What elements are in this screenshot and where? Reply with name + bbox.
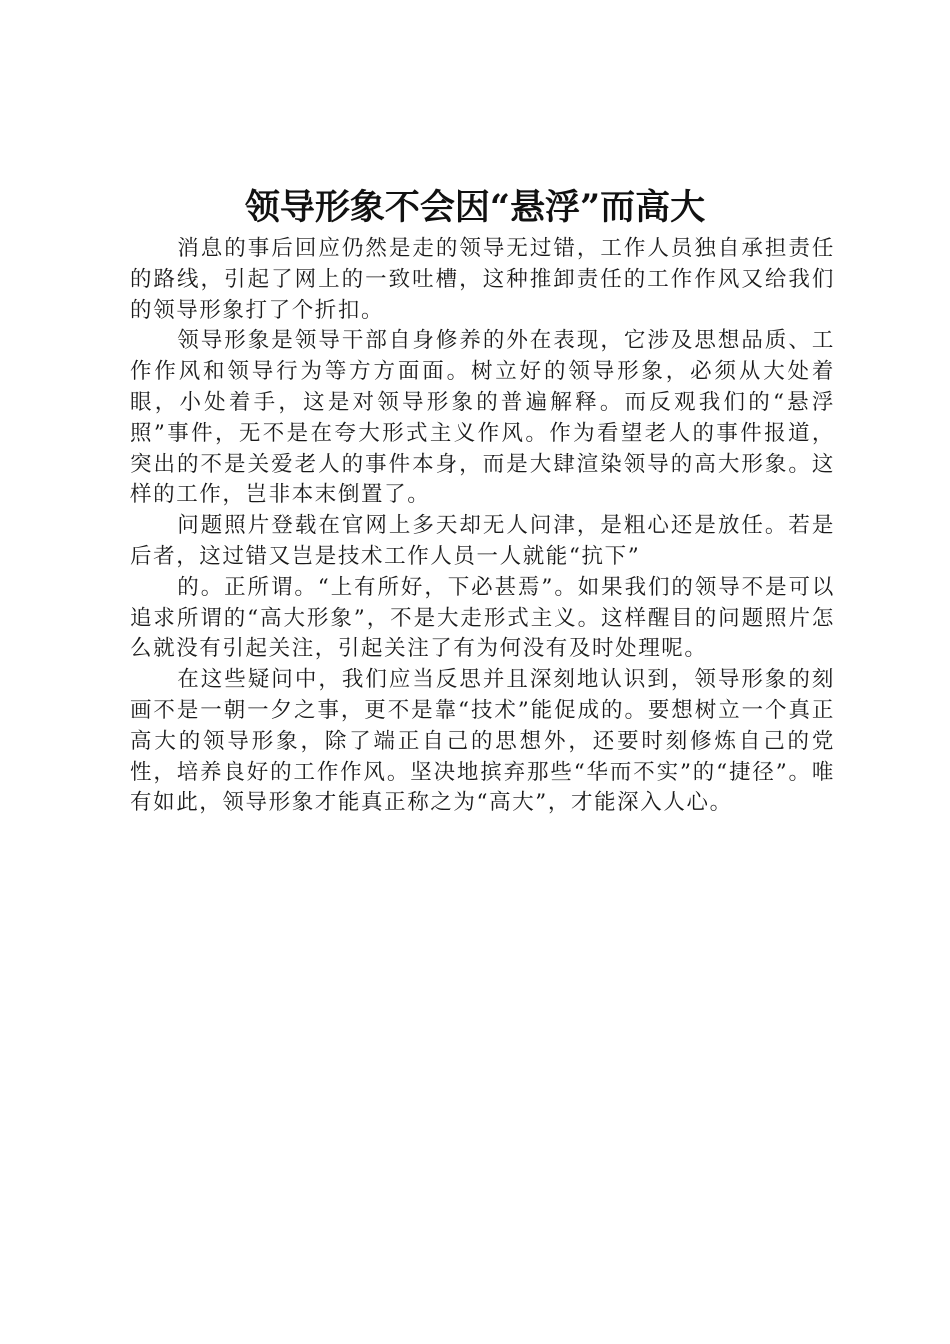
document-title: 领导形象不会因“悬浮”而高大 — [244, 187, 706, 228]
paragraph-1: 消息的事后回应仍然是走的领导无过错，工作人员独自承担责任的路线，引起了网上的一致吐槽，这种推卸责任的工作作风又给我们的领导形象打了个折扣。 — [130, 236, 835, 323]
document-body — [130, 234, 835, 819]
paragraph-2: 领导形象是领导干部自身修养的外在表现，它涉及思想品质、工作作风和领导行为等方方面面。树立好的领导形象，必须从大处着眼，小处着手，这是对领导形象的普遍解释。而反观我们的“悬浮照”事件，无不是在夸大形式主义作风。作为看望老人的事件报道，突出的不是关爱老人的事件本身，而是大肆渲染领导的高大形象。这样的工作，岂非本末倒置了。 — [130, 328, 835, 508]
paragraph-3: 问题照片登载在官网上多天却无人问津，是粗心还是放任。若是后者，这过错又岂是技术工作人员一人就能“抗下” — [130, 513, 835, 569]
paragraph-4: 的。正所谓。“上有所好，下必甚焉”。如果我们的领导不是可以追求所谓的“高大形象”，不是大走形式主义。这样醒目的问题照片怎么就没有引起关注，引起关注了有为何没有及时处理呢。 — [130, 574, 835, 662]
paragraph-5: 在这些疑问中，我们应当反思并且深刻地认识到，领导形象的刻画不是一朝一夕之事，更不是靠“技术”能促成的。要想树立一个真正高大的领导形象，除了端正自己的思想外，还要时刻修炼自己的党性，培养良好的工作作风。坚决地摈弃那些“华而不实”的“捷径”。唯有如此，领导形象才能真正称之为“高大”，才能深入人心。 — [130, 667, 835, 816]
